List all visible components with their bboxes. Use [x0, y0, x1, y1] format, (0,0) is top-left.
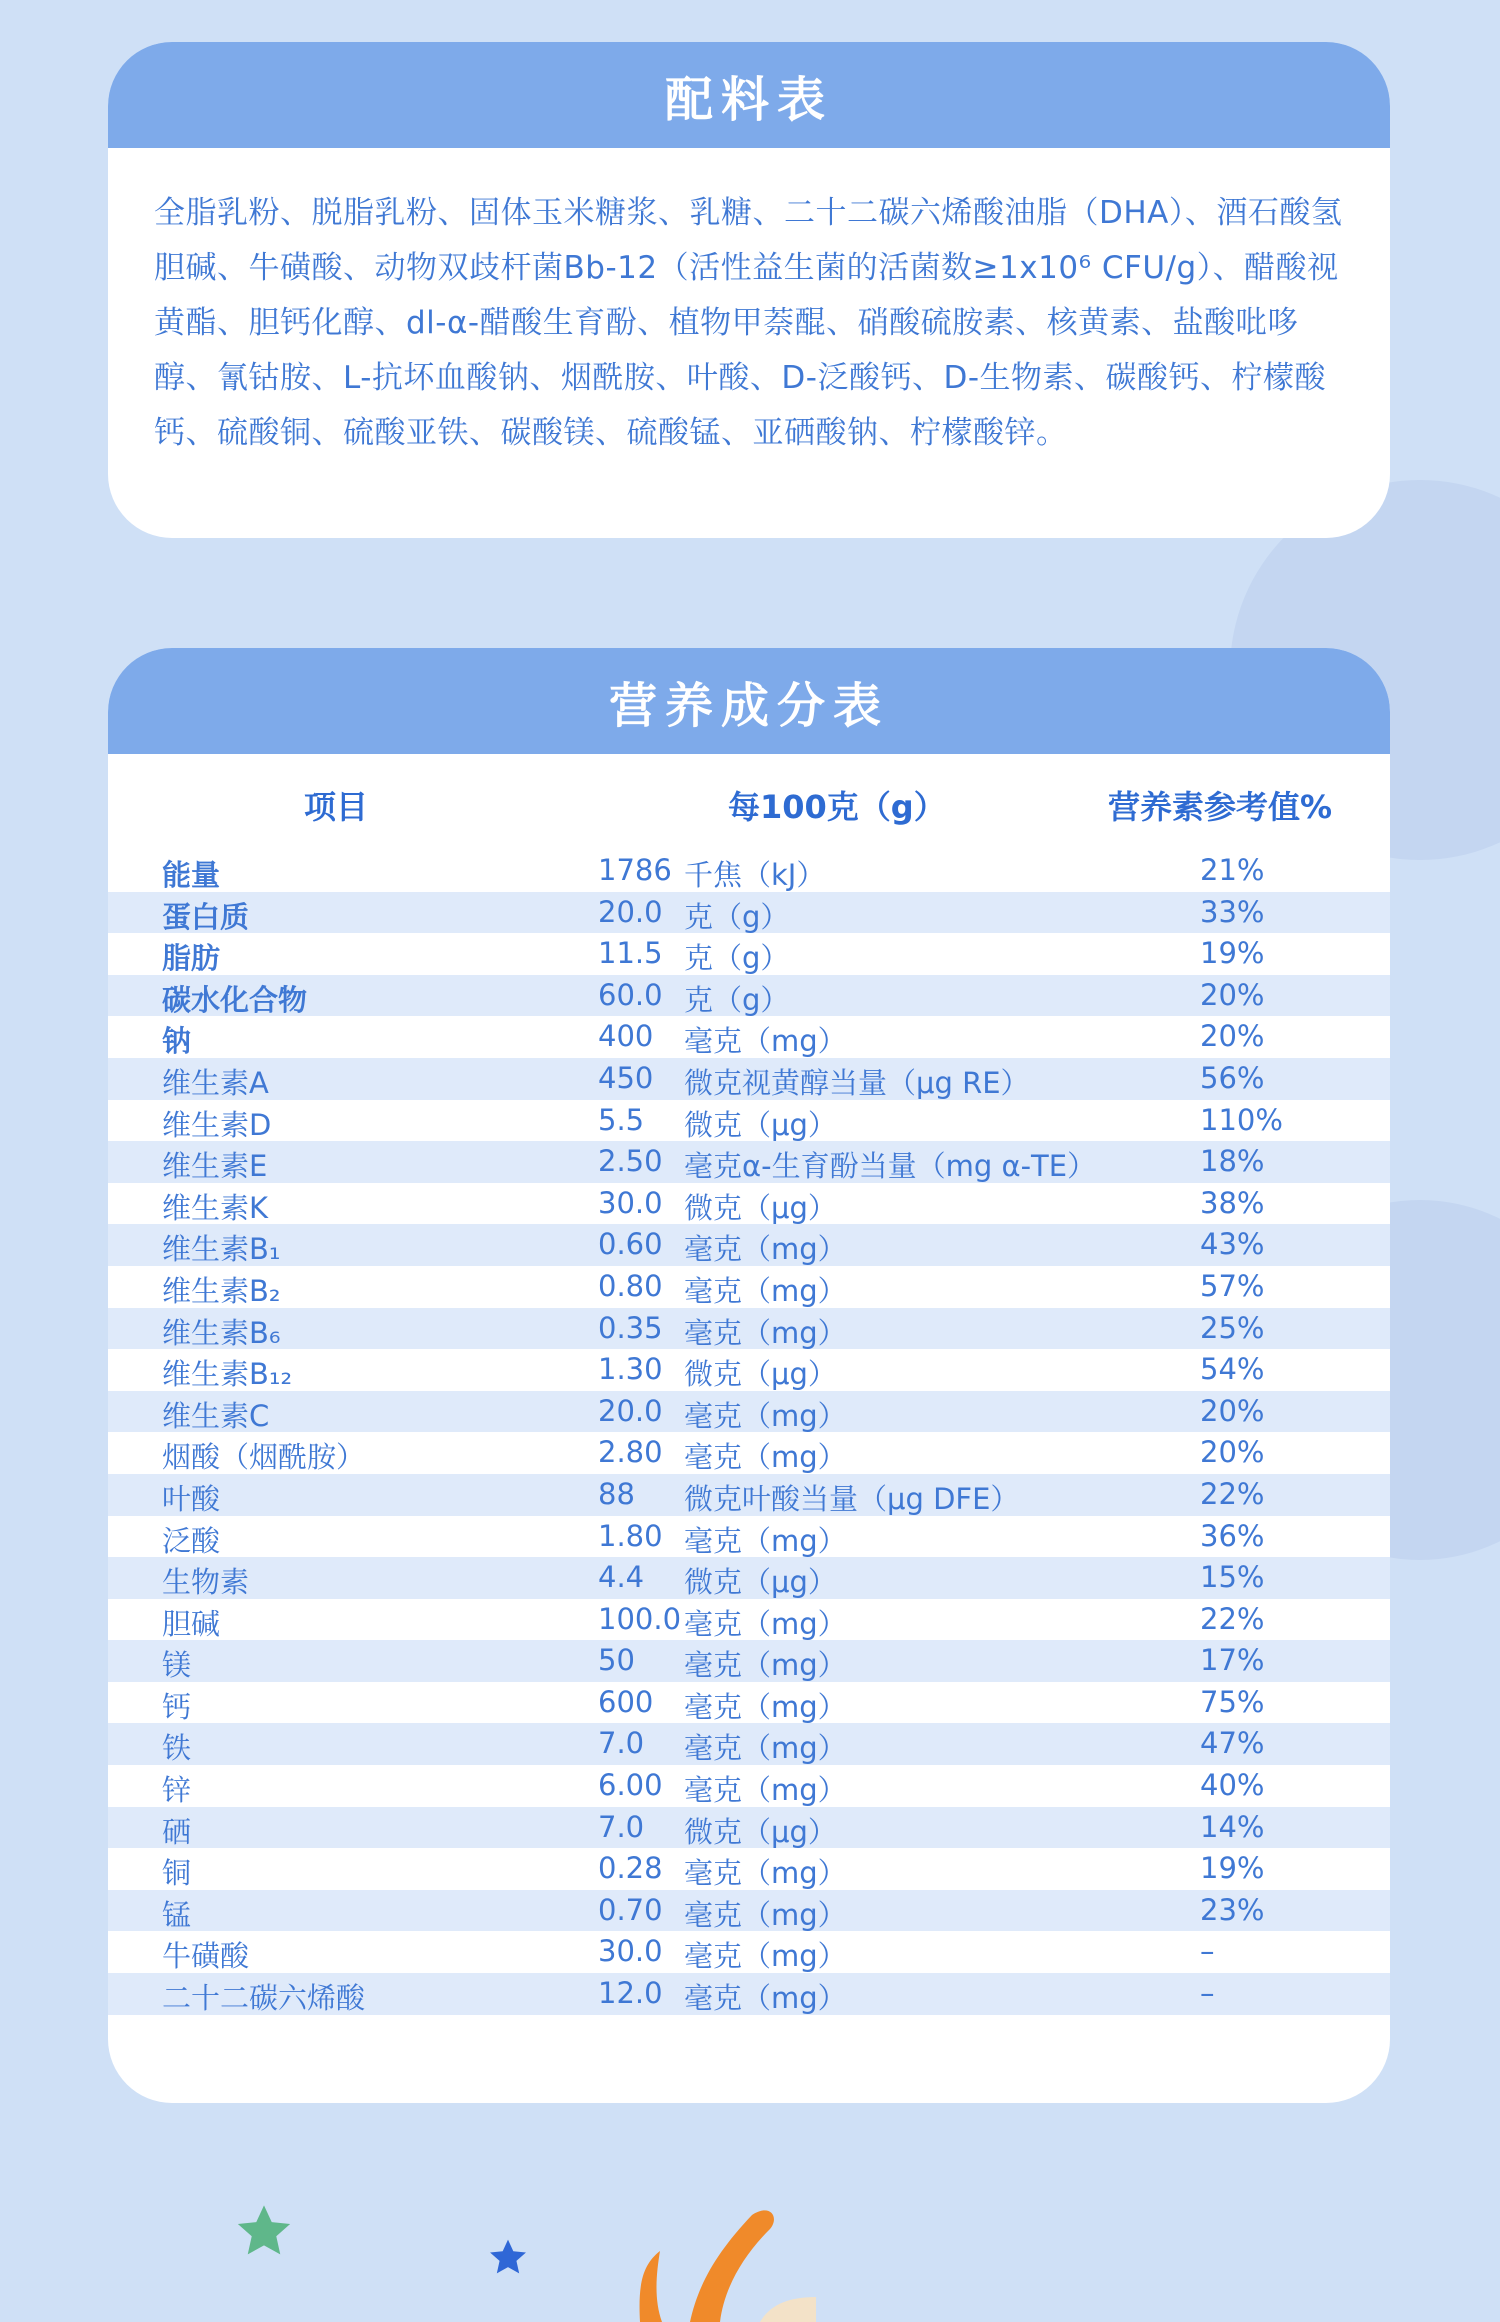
nutrient-name: 钠: [162, 1024, 192, 1059]
nutrient-name: 维生素B₁₂: [162, 1357, 293, 1392]
nutrient-nrv: 57%: [1200, 1268, 1265, 1303]
nutrient-name: 能量: [162, 858, 221, 892]
nutrient-name: 维生素K: [162, 1190, 269, 1225]
table-row: [108, 1266, 1390, 1308]
nutrient-name: 胆碱: [162, 1606, 221, 1641]
nutrient-name: 牛磺酸: [162, 1939, 250, 1974]
nutrient-nrv: 23%: [1200, 1892, 1265, 1927]
nutrient-name: 锌: [162, 1773, 192, 1808]
nutrient-value: 2.80: [598, 1435, 663, 1470]
nutrient-value: 7.0: [598, 1809, 645, 1844]
nutrient-name: 维生素E: [162, 1149, 268, 1184]
nutrient-value: 12.0: [598, 1976, 663, 2011]
nutrient-value: 88: [598, 1476, 635, 1511]
nutrient-unit: 毫克α-生育酚当量（mg α-TE）: [684, 1149, 1097, 1184]
nutrient-nrv: 43%: [1200, 1227, 1265, 1262]
nutrient-unit: 毫克（mg）: [684, 1731, 847, 1766]
nutrition-header: [108, 648, 1390, 754]
nutrition-title: 营养成分表: [608, 677, 889, 734]
nutrient-value: 0.60: [598, 1227, 663, 1262]
nutrient-value: 5.5: [598, 1102, 645, 1137]
nutrient-unit: 微克（μg）: [684, 1814, 837, 1849]
table-row: [108, 1391, 1390, 1433]
nutrient-value: 0.80: [598, 1268, 663, 1303]
nutrient-nrv: 20%: [1200, 1393, 1265, 1428]
nutrient-unit: 毫克（mg）: [684, 1856, 847, 1891]
nutrient-unit: 毫克（mg）: [684, 1773, 847, 1808]
nutrient-nrv: 25%: [1200, 1310, 1265, 1345]
table-row: [108, 1931, 1390, 1973]
nutrient-nrv: 36%: [1200, 1518, 1265, 1553]
table-row: [108, 850, 1390, 892]
nutrient-value: 1786: [598, 853, 672, 887]
nutrition-table: [108, 850, 1390, 2015]
nutrient-nrv: 20%: [1200, 1019, 1265, 1054]
table-row: [108, 1557, 1390, 1599]
nutrient-nrv: 38%: [1200, 1185, 1265, 1220]
nutrient-nrv: 56%: [1200, 1060, 1265, 1095]
table-row: [108, 1599, 1390, 1641]
nutrient-nrv: 17%: [1200, 1643, 1265, 1678]
nutrient-nrv: 19%: [1200, 936, 1265, 971]
nutrient-value: 60.0: [598, 977, 663, 1012]
nutrient-unit: 微克（μg）: [684, 1565, 837, 1600]
nutrient-unit: 毫克（mg）: [684, 1315, 847, 1350]
table-row: [108, 1100, 1390, 1142]
nutrient-nrv: 47%: [1200, 1726, 1265, 1761]
nutrient-nrv: 20%: [1200, 1435, 1265, 1470]
nutrient-unit: 微克（μg）: [684, 1357, 837, 1392]
nutrient-name: 脂肪: [162, 941, 221, 976]
nutrient-value: 20.0: [598, 1393, 663, 1428]
nutrient-name: 二十二碳六烯酸: [162, 1981, 366, 2016]
nutrient-unit: 微克视黄醇当量（μg RE）: [684, 1065, 1030, 1100]
nutrient-unit: 毫克（mg）: [684, 1939, 847, 1974]
nutrient-name: 铜: [162, 1856, 192, 1891]
nutrient-unit: 千焦（kJ）: [684, 858, 826, 892]
table-row: [108, 892, 1390, 934]
table-row: [108, 1432, 1390, 1474]
nutrition-column-headers: [108, 754, 1390, 850]
nutrient-unit: 毫克（mg）: [684, 1024, 847, 1059]
nutrient-unit: 克（g）: [684, 899, 790, 934]
nutrient-name: 生物素: [162, 1565, 250, 1600]
nutrition-card: [108, 648, 1390, 2103]
table-row: [108, 1723, 1390, 1765]
table-row: [108, 1682, 1390, 1724]
nutrient-unit: 毫克（mg）: [684, 1523, 847, 1558]
nutrient-name: 烟酸（烟酰胺）: [162, 1440, 366, 1475]
column-header-per100: 每100克（g）: [728, 788, 946, 826]
nutrient-name: 维生素C: [162, 1398, 270, 1433]
table-row: [108, 1765, 1390, 1807]
nutrient-name: 镁: [162, 1648, 192, 1683]
nutrient-nrv: –: [1200, 1934, 1215, 1969]
nutrient-unit: 毫克（mg）: [684, 1648, 847, 1683]
column-header-nrv: 营养素参考值%: [1108, 788, 1333, 826]
nutrient-name: 维生素D: [162, 1107, 272, 1142]
nutrient-name: 铁: [162, 1731, 192, 1766]
orange-splash-icon: [620, 2205, 820, 2322]
table-row: [108, 1183, 1390, 1225]
table-row: [108, 975, 1390, 1017]
nutrient-nrv: 15%: [1200, 1560, 1265, 1595]
nutrient-name: 钙: [162, 1689, 192, 1724]
nutrient-value: 30.0: [598, 1934, 663, 1969]
nutrient-name: 维生素B₆: [162, 1315, 281, 1350]
nutrient-value: 7.0: [598, 1726, 645, 1761]
ingredients-title: 配料表: [664, 71, 833, 128]
nutrient-value: 400: [598, 1019, 654, 1054]
nutrient-value: 600: [598, 1684, 654, 1719]
nutrient-unit: 毫克（mg）: [684, 1398, 847, 1433]
nutrient-name: 叶酸: [162, 1481, 221, 1516]
nutrient-nrv: 22%: [1200, 1601, 1265, 1636]
nutrient-value: 450: [598, 1060, 654, 1095]
nutrient-value: 0.70: [598, 1892, 663, 1927]
ingredients-header: [108, 42, 1390, 148]
table-row: [108, 1349, 1390, 1391]
nutrient-unit: 毫克（mg）: [684, 1606, 847, 1641]
table-row: [108, 1848, 1390, 1890]
table-row: [108, 1224, 1390, 1266]
table-row: [108, 1016, 1390, 1058]
nutrient-value: 4.4: [598, 1560, 645, 1595]
nutrient-unit: 毫克（mg）: [684, 1232, 847, 1267]
table-row: [108, 1807, 1390, 1849]
nutrient-value: 1.30: [598, 1352, 663, 1387]
nutrient-nrv: 110%: [1200, 1102, 1283, 1137]
nutrient-unit: 毫克（mg）: [684, 1897, 847, 1932]
nutrient-nrv: 33%: [1200, 894, 1265, 929]
nutrient-unit: 毫克（mg）: [684, 1440, 847, 1475]
nutrient-unit: 微克（μg）: [684, 1190, 837, 1225]
table-row: [108, 933, 1390, 975]
table-row: [108, 1141, 1390, 1183]
nutrient-value: 30.0: [598, 1185, 663, 1220]
nutrient-nrv: 21%: [1200, 853, 1265, 887]
nutrient-nrv: –: [1200, 1976, 1215, 2011]
nutrient-name: 泛酸: [162, 1523, 221, 1558]
nutrient-name: 锰: [162, 1897, 192, 1932]
ingredients-text: 全脂乳粉、脱脂乳粉、固体玉米糖浆、乳糖、二十二碳六烯酸油脂（DHA）、酒石酸氢胆碱、牛磺酸、动物双歧杆菌Bb-12（活性益生菌的活菌数≥1x10⁶ CFU/g）、醋酸视黄酯、胆钙化醇、dl-α-醋酸生育酚、植物甲萘醌、硝酸硫胺素、核黄素、盐酸吡哆醇、氰钴胺、L-抗坏血酸钠、烟酰胺、叶酸、D-泛酸钙、D-生物素、碳酸钙、柠檬酸钙、硫酸铜、硫酸亚铁、碳酸镁、硫酸锰、亚硒酸钠、柠檬酸锌。: [154, 195, 1343, 451]
green-star-icon: [232, 2200, 296, 2264]
table-row: [108, 1516, 1390, 1558]
nutrient-name: 碳水化合物: [162, 982, 308, 1017]
table-row: [108, 1058, 1390, 1100]
nutrient-name: 蛋白质: [162, 899, 250, 934]
nutrient-unit: 克（g）: [684, 941, 790, 976]
nutrient-unit: 微克（μg）: [684, 1107, 837, 1142]
nutrient-nrv: 18%: [1200, 1144, 1265, 1179]
nutrient-value: 20.0: [598, 894, 663, 929]
nutrient-unit: 微克叶酸当量（μg DFE）: [684, 1481, 1020, 1516]
nutrient-value: 11.5: [598, 936, 663, 971]
nutrient-name: 硒: [162, 1814, 192, 1849]
table-row: [108, 1308, 1390, 1350]
nutrient-value: 2.50: [598, 1144, 663, 1179]
nutrient-nrv: 14%: [1200, 1809, 1265, 1844]
nutrient-name: 维生素B₂: [162, 1273, 281, 1308]
nutrient-value: 0.35: [598, 1310, 663, 1345]
nutrient-value: 100.0: [598, 1601, 682, 1636]
nutrient-value: 50: [598, 1643, 635, 1678]
nutrient-nrv: 20%: [1200, 977, 1265, 1012]
blue-star-icon: [486, 2236, 530, 2280]
nutrient-unit: 毫克（mg）: [684, 1981, 847, 2016]
nutrient-nrv: 19%: [1200, 1851, 1265, 1886]
ingredients-card: [108, 42, 1390, 538]
nutrient-value: 6.00: [598, 1768, 663, 1803]
nutrient-nrv: 75%: [1200, 1684, 1265, 1719]
table-row: [108, 1890, 1390, 1932]
nutrient-nrv: 40%: [1200, 1768, 1265, 1803]
nutrient-unit: 克（g）: [684, 982, 790, 1017]
nutrient-unit: 毫克（mg）: [684, 1689, 847, 1724]
nutrient-nrv: 22%: [1200, 1476, 1265, 1511]
nutrient-value: 0.28: [598, 1851, 663, 1886]
table-row: [108, 1474, 1390, 1516]
column-header-item: 项目: [304, 788, 369, 826]
table-row: [108, 1973, 1390, 2015]
table-row: [108, 1640, 1390, 1682]
nutrient-name: 维生素B₁: [162, 1232, 281, 1267]
nutrient-unit: 毫克（mg）: [684, 1273, 847, 1308]
nutrient-value: 1.80: [598, 1518, 663, 1553]
nutrient-name: 维生素A: [162, 1065, 269, 1100]
nutrient-nrv: 54%: [1200, 1352, 1265, 1387]
